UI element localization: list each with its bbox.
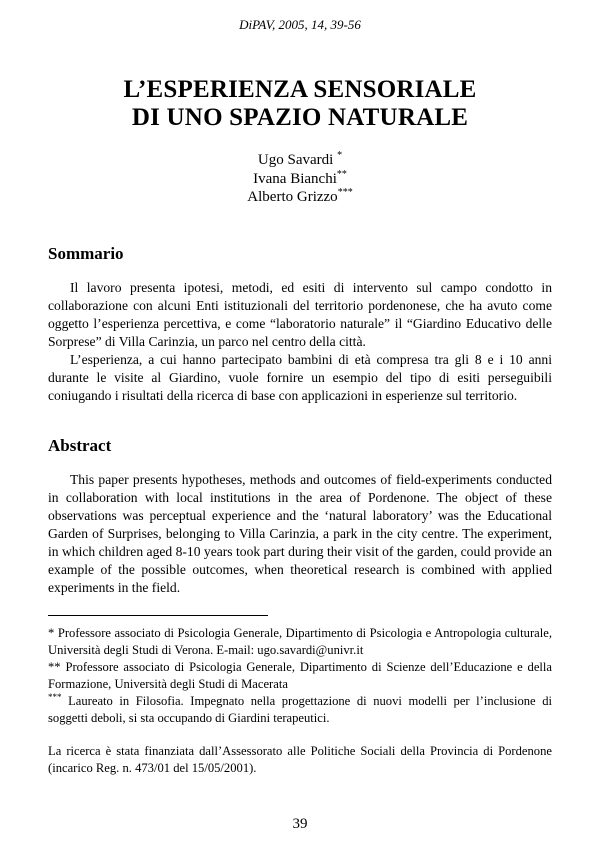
funding-note: La ricerca è stata finanziata dall’Assessorato alle Politiche Sociali della Provincia di Pordenone (incarico Reg. n. 473/01 del 15/05/2001). [48, 743, 552, 775]
footnote-3 [48, 693, 552, 727]
author-list [48, 151, 552, 207]
footnote-3-text: Laureato in Filosofia. Impegnato nella progettazione di nuovi modelli per l’inclusione di soggetti deboli, si sta occupando di Giardini terapeutici. [48, 693, 552, 725]
author-3 [48, 188, 552, 207]
paper-title-line-2: DI UNO SPAZIO NATURALE [131, 104, 469, 131]
author-2-footnote-marker: ** [336, 168, 347, 180]
footnote-1-marker: * [48, 625, 55, 640]
abstract-paragraph-1: This paper presents hypotheses, methods and outcomes of field-experiments conducted in collaboration with local institutions in the area of Pordenone. The object of these observations was perceptual experience and the ‘natural laboratory’ was the Educational Garden of Surprises, belonging to Villa Carinzia, a park in the city centre. The experiment, in which children aged 8-10 years took part during their visit of the garden, could provide an example of the possible outcomes, when theoretical research is combined with applied experiments in the field. [48, 471, 552, 595]
sommario-paragraph-1: Il lavoro presenta ipotesi, metodi, ed esiti di intervento sul campo condotto in collaborazione con alcuni Enti istituzionali del territorio pordenonese, che ha avuto come oggetto l’esperienza percettiva, e come “laboratorio naturale” il “Giardino Educativo delle Sorprese” di Villa Carinzia, un parco nel centro della città. [48, 279, 552, 349]
footnote-1-text: Professore associato di Psicologia Generale, Dipartimento di Psicologia e Antropologia culturale, Università degli Studi di Verona. E-mail: ugo.savardi@univr.it [48, 625, 552, 657]
sommario-paragraph-2: L’esperienza, a cui hanno partecipato bambini di età compresa tra gli 8 e i 10 anni durante le visite al Giardino, vuole fornire un esempio del tipo di esiti perseguibili coniugando i risultati della ricerca di base con applicazioni in esperienze sul territorio. [48, 351, 552, 403]
author-2-name: Ivana Bianchi [253, 170, 337, 187]
author-2 [48, 170, 552, 189]
section-heading-abstract: Abstract [48, 435, 112, 455]
journal-reference: DiPAV, 2005, 14, 39-56 [239, 17, 361, 32]
author-1-footnote-marker: * [337, 150, 343, 161]
footnote-2-text: Professore associato di Psicologia Generale, Dipartimento di Scienze dell’Educazione e della Formazione, Università degli Studi di Macerata [48, 659, 552, 691]
author-3-footnote-marker: *** [337, 187, 353, 198]
page-number: 39 [292, 816, 308, 832]
footnote-separator [48, 615, 268, 616]
footnote-2-marker: ** [48, 659, 61, 674]
footnote-block [48, 625, 552, 727]
footnote-2 [48, 659, 552, 693]
paper-title [48, 76, 552, 132]
paper-title-line-1: L’ESPERIENZA SENSORIALE [123, 76, 477, 103]
author-1 [48, 151, 552, 170]
footnote-1 [48, 625, 552, 659]
section-heading-sommario: Sommario [48, 243, 124, 263]
author-3-name: Alberto Grizzo [247, 189, 338, 205]
footnote-3-marker: *** [48, 691, 62, 702]
author-1-name: Ugo Savardi [257, 152, 334, 168]
